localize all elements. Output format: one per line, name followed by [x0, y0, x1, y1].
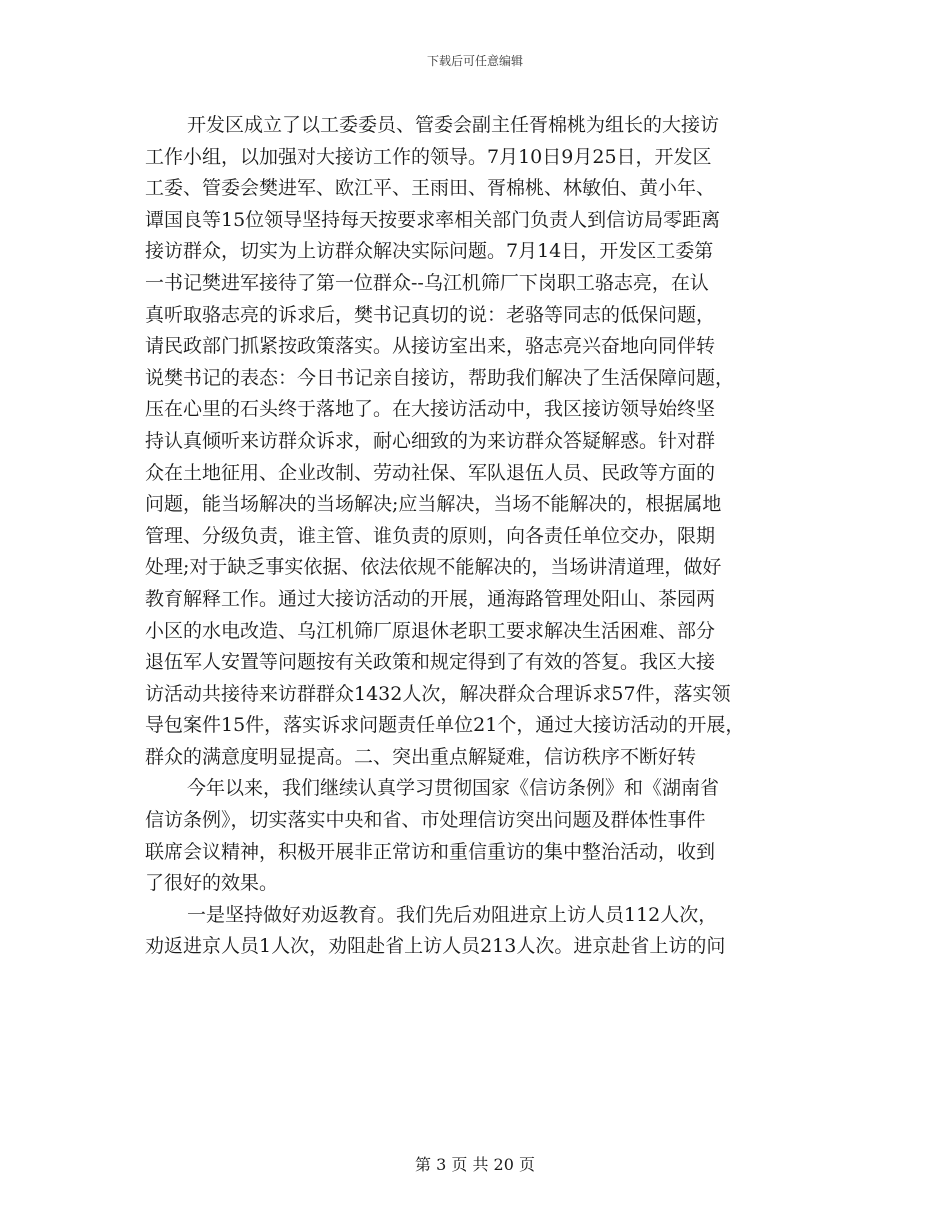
- text-line: 处理;对于缺乏事实依据、依法依规不能解决的，当场讲清道理，做好: [145, 556, 722, 579]
- text-line: 了很好的效果。: [145, 872, 279, 895]
- text-line: 退伍军人安置等问题按有关政策和规定得到了有效的答复。我区大接: [145, 651, 716, 674]
- document-body: [145, 110, 835, 963]
- text-line: 管理、分级负责，谁主管、谁负责的原则，向各责任单位交办，限期: [145, 524, 716, 547]
- text-line: 真听取骆志亮的诉求后，樊书记真切的说：老骆等同志的低保问题，: [145, 303, 716, 326]
- text-line: 众在土地征用、企业改制、劳动社保、军队退伍人员、民政等方面的: [145, 461, 716, 484]
- text-line: 群众的满意度明显提高。二、突出重点解疑难，信访秩序不断好转: [145, 745, 697, 768]
- text-line: 小区的水电改造、乌江机筛厂原退休老职工要求解决生活困难、部分: [145, 619, 716, 642]
- page-header: 下载后可任意编辑: [426, 54, 523, 68]
- text-line: 接访群众，切实为上访群众解决实际问题。7月14日，开发区工委第: [145, 240, 714, 263]
- text-line: 教育解释工作。通过大接访活动的开展，通海路管理处阳山、茶园两: [145, 587, 716, 610]
- text-line: 劝返进京人员1人次，劝阻赴省上访人员213人次。进京赴省上访的问: [145, 935, 726, 958]
- page-footer: 第 3 页 共 20 页: [415, 1155, 535, 1174]
- text-line: 导包案件15件，落实诉求问题责任单位21个，通过大接访活动的开展，: [145, 714, 745, 737]
- text-line: 压在心里的石头终于落地了。在大接访活动中，我区接访领导始终坚: [145, 398, 716, 421]
- text-line: 一书记樊进军接待了第一位群众--乌江机筛厂下岗职工骆志亮，在认: [145, 271, 709, 294]
- text-line: 信访条例》，切实落实中央和省、市处理信访突出问题及群体性事件: [145, 809, 706, 832]
- text-line: 问题，能当场解决的当场解决;应当解决，当场不能解决的，根据属地: [145, 493, 722, 516]
- text-line: 一是坚持做好劝返教育。我们先后劝阻进京上访人员112人次，: [187, 903, 718, 926]
- text-line: 工委、管委会樊进军、欧江平、王雨田、胥棉桃、林敏伯、黄小年、: [145, 177, 716, 200]
- text-line: 谭国良等15位领导坚持每天按要求率相关部门负责人到信访局零距离: [145, 208, 721, 231]
- text-line: 今年以来，我们继续认真学习贯彻国家《信访条例》和《湖南省: [187, 777, 720, 800]
- text-line: 联席会议精神，积极开展非正常访和重信重访的集中整治活动，收到: [145, 840, 716, 863]
- text-line: 访活动共接待来访群群众1432人次，解决群众合理诉求57件，落实领: [145, 682, 731, 705]
- text-line: 持认真倾听来访群众诉求，耐心细致的为来访群众答疑解惑。针对群: [145, 429, 716, 452]
- text-line: 请民政部门抓紧按政策落实。从接访室出来，骆志亮兴奋地向同伴转: [145, 335, 716, 358]
- text-line: 工作小组，以加强对大接访工作的领导。7月10日9月25日，开发区: [145, 145, 712, 168]
- text-line: 开发区成立了以工委委员、管委会副主任胥棉桃为组长的大接访: [187, 114, 720, 136]
- text-line: 说樊书记的表态：今日书记亲自接访，帮助我们解决了生活保障问题，: [145, 366, 735, 389]
